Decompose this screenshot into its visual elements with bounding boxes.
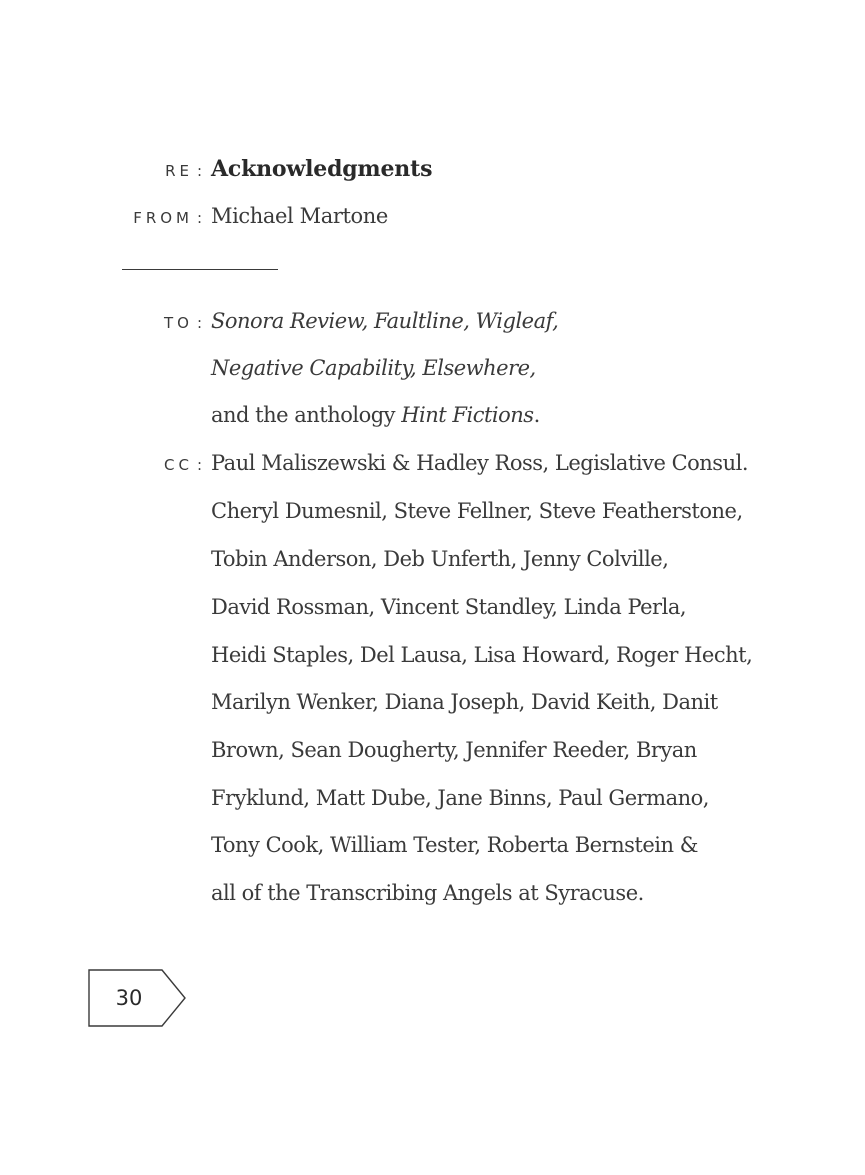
- cc-label: CC: [164, 456, 193, 474]
- cc-line: Tobin Anderson, Deb Unferth, Jenny Colville,: [211, 547, 669, 571]
- cc-line: Marilyn Wenker, Diana Joseph, David Keith, Danit: [211, 690, 718, 714]
- re-label: RE: [165, 162, 193, 180]
- page-number-tab: [88, 969, 188, 1027]
- header-divider: [122, 269, 278, 270]
- cc-line: Cheryl Dumesnil, Steve Fellner, Steve Featherstone,: [211, 499, 743, 523]
- re-colon: :: [197, 162, 203, 180]
- to-line-2: Negative Capability, Elsewhere,: [211, 356, 536, 380]
- re-value: Acknowledgments: [211, 156, 433, 182]
- to-line-3: [211, 402, 540, 428]
- cc-line: Fryklund, Matt Dube, Jane Binns, Paul Germano,: [211, 786, 709, 810]
- cc-colon: :: [197, 456, 203, 474]
- to-line-1: Sonora Review, Faultline, Wigleaf,: [211, 309, 559, 333]
- cc-line: Brown, Sean Dougherty, Jennifer Reeder, Bryan: [211, 738, 697, 762]
- cc-line: Heidi Staples, Del Lausa, Lisa Howard, Roger Hecht,: [211, 643, 753, 667]
- to-colon: :: [197, 314, 203, 332]
- page-number: 30: [115, 986, 143, 1010]
- to-line-3-end: .: [533, 403, 540, 427]
- anthology-title: Hint Fictions: [401, 403, 534, 427]
- to-label: TO: [164, 314, 193, 332]
- from-colon: :: [197, 209, 203, 227]
- from-label: FROM: [133, 209, 193, 227]
- cc-line: Paul Maliszewski & Hadley Ross, Legislative Consul.: [211, 451, 748, 475]
- to-line-3-text: and the anthology: [211, 403, 402, 427]
- cc-line: Tony Cook, William Tester, Roberta Bernstein &: [211, 833, 698, 857]
- cc-line: all of the Transcribing Angels at Syracuse.: [211, 881, 644, 905]
- from-value: Michael Martone: [211, 204, 388, 228]
- cc-line: David Rossman, Vincent Standley, Linda Perla,: [211, 595, 687, 619]
